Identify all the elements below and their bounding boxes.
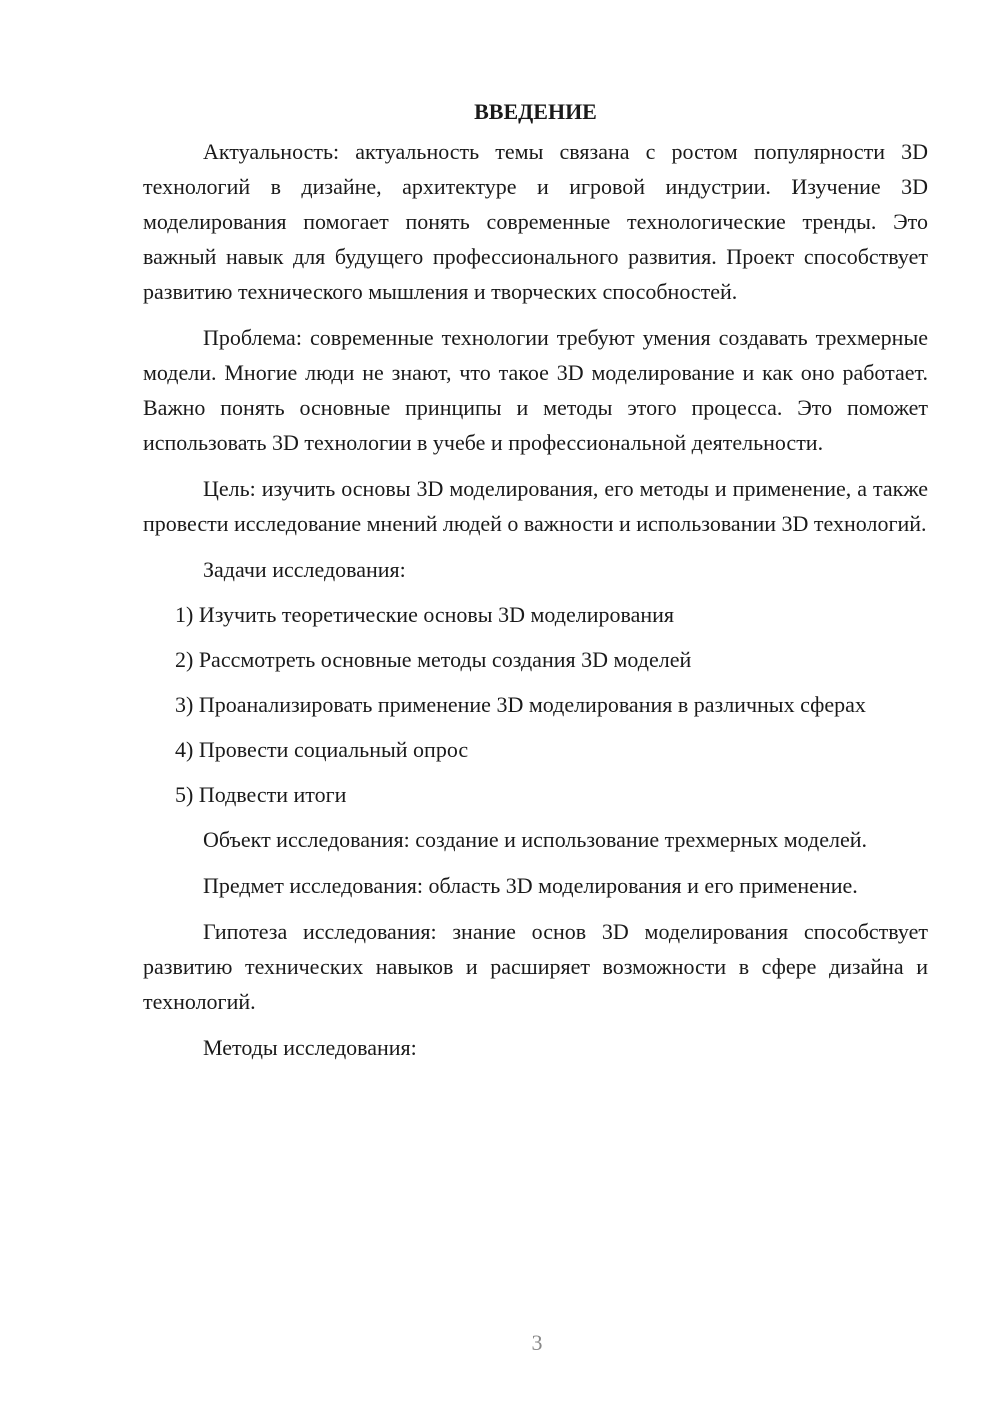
task-item-3: 3) Проанализировать применение 3D моделирования в различных сферах <box>175 692 866 717</box>
hypothesis-paragraph: Гипотеза исследования: знание основ 3D моделирования способствует развитию технических навыков и расширяет возможности в сфере дизайна и технологий. <box>143 919 928 1014</box>
subject-paragraph: Предмет исследования: область 3D моделирования и его применение. <box>203 873 858 898</box>
task-item-5: 5) Подвести итоги <box>175 782 347 807</box>
task-item-4: 4) Провести социальный опрос <box>175 737 469 762</box>
tasks-heading: Задачи исследования: <box>203 557 406 582</box>
page-number: 3 <box>531 1330 543 1355</box>
task-item-2: 2) Рассмотреть основные методы создания 3D моделей <box>175 647 692 672</box>
object-paragraph: Объект исследования: создание и использование трехмерных моделей. <box>203 827 868 852</box>
task-item-1: 1) Изучить теоретические основы 3D моделирования <box>175 602 674 627</box>
section-title: ВВЕДЕНИЕ <box>474 99 597 124</box>
page-content <box>143 94 928 1075</box>
methods-heading: Методы исследования: <box>203 1035 417 1060</box>
relevance-paragraph: Актуальность: актуальность темы связана с ростом популярности 3D технологий в дизайне, архитектуре и игровой индустрии. Изучение 3D моделирования помогает понять современные технологические тренды. Это важный навык для будущего профессионального развития. Проект способствует развитию технического мышления и творческих способностей. <box>143 139 928 304</box>
goal-paragraph: Цель: изучить основы 3D моделирования, его методы и применение, а также провести исследование мнений людей о важности и использовании 3D технологий. <box>143 476 928 536</box>
problem-paragraph: Проблема: современные технологии требуют умения создавать трехмерные модели. Многие люди не знают, что такое 3D моделирование и как оно работает. Важно понять основные принципы и методы этого процесса. Это поможет использовать 3D технологии в учебе и профессиональной деятельности. <box>143 325 928 455</box>
